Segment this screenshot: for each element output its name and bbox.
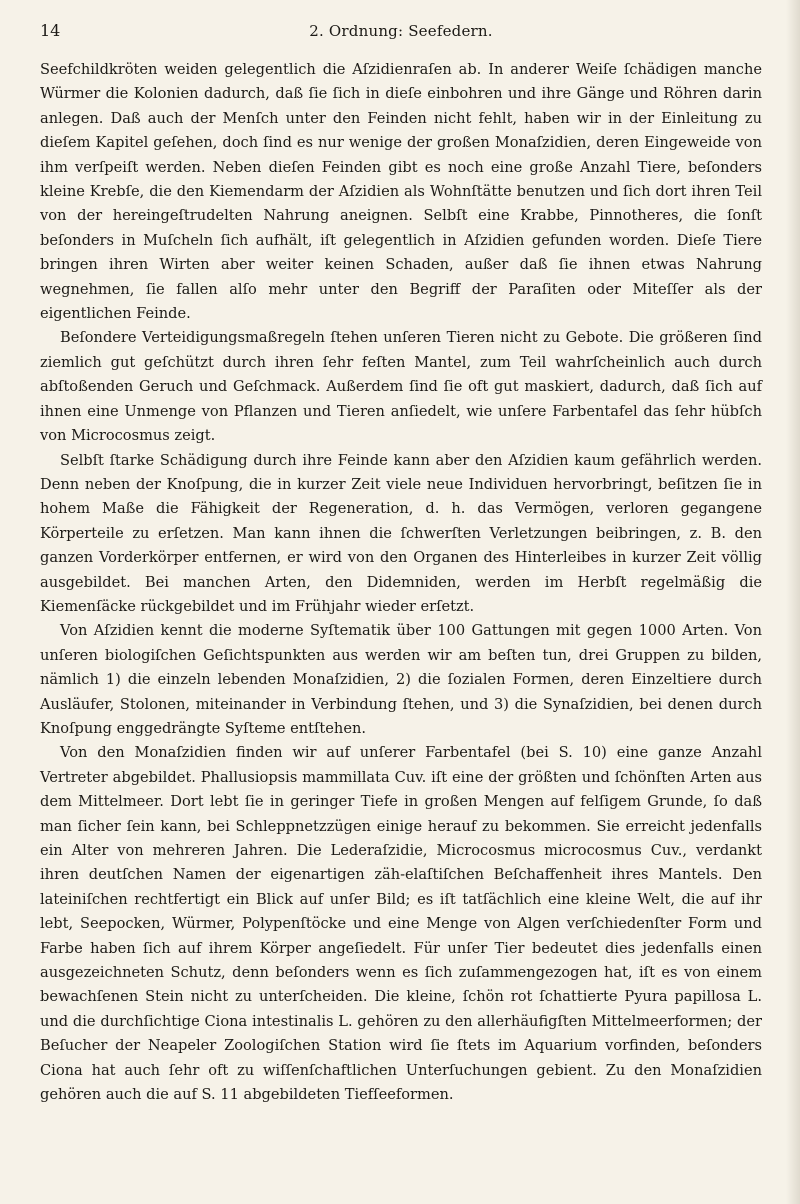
chapter-heading: 2. Ordnung: Seefedern. [309,22,493,40]
paragraph: Selbſt ſtarke Schädigung durch ihre Feinde kann aber den Aſzidien kaum gefährlich werden. Denn neben der Knoſpung, die in kurzer Zeit viele neue Individuen hervorbringt, beſitzen ſie in hohem Maße die Fähigkeit der Regeneration, d. h. das Vermögen, verloren gegangene Körperteile zu erſetzen. Man kann ihnen die ſchwerſten Verletzungen beibringen, z. B. den ganzen Vorderkörper entfernen, er wird von den Organen des Hinterleibes in kurzer Zeit völlig ausgebildet. Bei manchen Arten, den Didemniden, werden im Herbſt regelmäßig die Kiemenſäcke rückgebildet und im Frühjahr wieder erſetzt. [40,451,762,615]
paragraph: Seefchildkröten weiden gelegentlich die Aſzidienraſen ab. In anderer Weiſe ſchädigen manche Würmer die Kolonien dadurch, daß ſie ſich in dieſe einbohren und ihre Gänge und Röhren darin anlegen. Daß auch der Menſch unter den Feinden nicht fehlt, haben wir in der Einleitung zu dieſem Kapitel geſehen, doch ſind es nur wenige der großen Monaſzidien, deren Eingeweide von ihm verſpeiſt werden. Neben dieſen Feinden gibt es noch eine große Anzahl Tiere, beſonders kleine Krebſe, die den Kiemendarm der Aſzidien als Wohnſtätte benutzen und ſich dort ihren Teil von der hereingeſtrudelten Nahrung aneignen. Selbſt eine Krabbe, Pinnotheres, die ſonſt beſonders in Muſcheln ſich aufhält, iſt gelegentlich in Aſzidien gefunden worden. Dieſe Tiere bringen ihren Wirten aber weiter keinen Schaden, außer daß ſie ihnen etwas Nahrung wegnehmen, ſie fallen alſo mehr unter den Begriff der Paraſiten oder Miteſſer als der eigentlichen Feinde. [40,61,762,323]
paragraph: Von den Monaſzidien finden wir auf unſerer Farbentafel (bei S. 10) eine ganze Anzahl Vertreter abgebildet. Phallusiopsis mammillata Cuv. iſt eine der größten und ſchönſten Arten aus dem Mittelmeer. Dort lebt ſie in geringer Tiefe in großen Mengen auf felſigem Grunde, ſo daß man ſicher ſein kann, bei Schleppnetzzügen einige herauf zu bekommen. Sie erreicht jedenfalls ein Alter von mehreren Jahren. Die Lederaſzidie, Microcosmus microcosmus Cuv., verdankt ihren deutſchen Namen der eigenartigen zäh-elaſtiſchen Beſchaffenheit ihres Mantels. Den lateiniſchen rechtfertigt ein Blick auf unſer Bild; es iſt tatſächlich eine kleine Welt, die auf ihr lebt, Seepocken, Würmer, Polypenſtöcke und eine Menge von Algen verſchiedenſter Form und Farbe haben ſich auf ihrem Körper angeſiedelt. Für unſer Tier bedeutet dies jedenfalls einen ausgezeichneten Schutz, denn beſonders wenn es ſich zuſammengezogen hat, iſt es von einem bewachſenen Stein nicht zu unterſcheiden. Die kleine, ſchön rot ſchattierte Pyura papillosa L. und die durchſichtige Ciona intestinalis L. gehören zu den allerhäufigſten Mittelmeerformen; der Beſucher der Neapeler Zoologiſchen Station wird ſie ſtets im Aquarium vorfinden, beſonders Ciona hat auch ſehr oft zu wiſſenſchaftlichen Unterſuchungen gebient. Zu den Monaſzidien gehören auch die auf S. 11 abgebildeten Tiefſeeformen. [40,744,762,1104]
body-text [40,58,762,1107]
paragraph: Beſondere Verteidigungsmaßregeln ſtehen unſeren Tieren nicht zu Gebote. Die größeren ſind ziemlich gut geſchützt durch ihren ſehr feſten Mantel, zum Teil wahrſcheinlich auch durch abſtoßenden Geruch und Geſchmack. Außerdem ſind ſie oft gut maskiert, dadurch, daß ſich auf ihnen eine Unmenge von Pflanzen und Tieren anſiedelt, wie unſere Farbentafel das ſehr hübſch von Microcosmus zeigt. [40,329,762,445]
running-head [40,18,762,44]
paragraph: Von Aſzidien kennt die moderne Syſtematik über 100 Gattungen mit gegen 1000 Arten. Von unſeren biologiſchen Geſichtspunkten aus werden wir am beſten tun, drei Gruppen zu bilden, nämlich 1) die einzeln lebenden Monaſzidien, 2) die ſozialen Formen, deren Einzeltiere durch Ausläufer, Stolonen, miteinander in Verbindung ſtehen, und 3) die Synaſzidien, bei denen durch Knoſpung enggedrängte Syſteme entſtehen. [40,622,762,737]
page-number: 14 [40,21,61,40]
